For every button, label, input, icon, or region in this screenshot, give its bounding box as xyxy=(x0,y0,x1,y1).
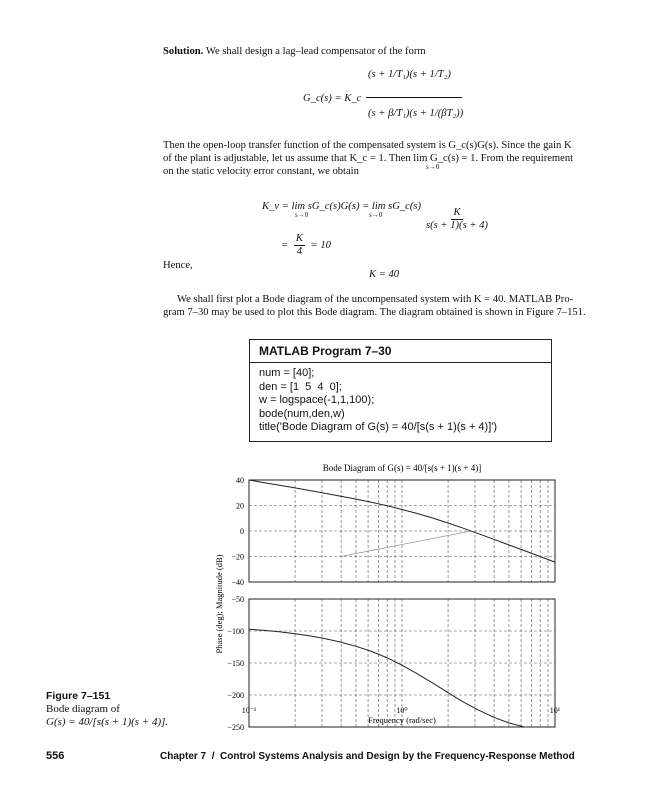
footer-separator: / xyxy=(211,751,215,762)
y-tick-label: −100 xyxy=(227,627,244,636)
matlab-line: title('Bode Diagram of G(s) = 40/[s(s + 1)(s + 4)]') xyxy=(259,421,498,433)
magnitude-grid xyxy=(249,480,555,582)
matlab-program-box xyxy=(249,339,552,442)
magnitude-reference-line xyxy=(341,531,471,557)
matlab-program-title: MATLAB Program 7–30 xyxy=(250,340,551,363)
footer-chapter: Chapter 7 xyxy=(160,751,207,762)
eq2-line2-eq: = xyxy=(281,239,289,251)
matlab-line: w = logspace(-1,1,100); xyxy=(259,394,375,406)
y-tick-label: −150 xyxy=(227,659,244,668)
eq2-frac-num: K xyxy=(453,207,461,218)
figure-number: Figure 7–151 xyxy=(46,690,111,702)
para1 xyxy=(163,139,615,178)
matlab-code xyxy=(250,363,551,435)
matlab-line: num = [40]; xyxy=(259,367,315,379)
eq2-line2-den: 4 xyxy=(296,246,302,257)
eq1-den-factor1: s + β/T₁ xyxy=(371,108,406,119)
eq3: K = 40 xyxy=(369,269,400,280)
matlab-line: bode(num,den,w) xyxy=(259,407,345,420)
eq1-den-factor2: s + 1/(βT₂) xyxy=(412,108,460,119)
eq2-line2-num: K xyxy=(295,233,303,244)
para2-line2: gram 7–30 may be used to plot this Bode diagram. The diagram obtained is shown in Figure 7–151. xyxy=(163,307,586,318)
footer-running-head xyxy=(160,751,575,762)
para2-line1: We shall first plot a Bode diagram of the uncompensated system with K = 40. MATLAB Pro- xyxy=(177,294,574,305)
eq1-num-factor2: s + 1/T₂ xyxy=(412,69,448,80)
chart-title: Bode Diagram of G(s) = 40/[s(s + 1)(s + 4)] xyxy=(322,463,482,473)
y-tick-label: −40 xyxy=(231,578,244,587)
y-tick-label: 20 xyxy=(236,501,244,511)
y-tick-label: −20 xyxy=(231,552,244,562)
magnitude-y-ticks xyxy=(231,476,244,587)
x-ticks xyxy=(242,706,561,715)
eq2-lim-sub1: s→0 xyxy=(295,211,309,219)
x-tick-label: 10⁻¹ xyxy=(241,706,257,715)
eq1-denominator: (s + β/T₁)(s + 1/(βT₂)) xyxy=(368,108,464,119)
y-tick-label: −50 xyxy=(231,595,244,604)
y-tick-label: −200 xyxy=(227,691,244,700)
eq1-lhs: G_c(s) = K_c xyxy=(303,93,362,104)
para1-line3: on the static velocity error constant, we obtain xyxy=(163,166,359,177)
eq1-fraction-bar xyxy=(366,97,462,98)
y-axis-label: Phase (deg); Magnitude (dB) xyxy=(214,554,224,654)
eq1-numerator: (s + 1/T₁)(s + 1/T₂) xyxy=(368,69,451,80)
eq2-line1-left: K_v = lim sG_c(s)G(s) = lim sG_c(s) xyxy=(262,201,422,212)
eq1-num-factor1: s + 1/T₁ xyxy=(371,69,406,80)
x-tick-label: 10⁰ xyxy=(396,706,408,715)
para2 xyxy=(163,293,623,319)
figure-caption-line1: Bode diagram of xyxy=(46,703,120,715)
x-axis-label: Frequency (rad/sec) xyxy=(368,715,436,725)
eq2-lim-sub2: s→0 xyxy=(369,211,383,219)
solution-intro: We shall design a lag–lead compensator of the form xyxy=(205,46,426,57)
para1-line2: of the plant is adjustable, let us assume that K_c = 1. Then lim G_c(s) = 1. From the requirement xyxy=(163,153,574,164)
solution-heading: Solution. xyxy=(163,46,204,57)
y-tick-label: 0 xyxy=(240,527,244,536)
eq2-fraction xyxy=(424,207,490,232)
page-number: 556 xyxy=(46,750,65,762)
solution-line xyxy=(163,45,426,58)
figure-caption xyxy=(46,690,168,729)
eq2-line2 xyxy=(281,233,331,258)
footer-title: Control Systems Analysis and Design by the Frequency-Response Method xyxy=(220,751,575,762)
x-tick-label: 10¹ xyxy=(549,706,561,715)
eq2-frac-den: s(s + 1)(s + 4) xyxy=(426,220,488,231)
y-tick-label: 40 xyxy=(236,476,244,485)
matlab-line: den = [1 5 4 0]; xyxy=(259,380,342,393)
y-tick-label: −250 xyxy=(227,723,244,732)
figure-caption-line2: G(s) = 40/[s(s + 1)(s + 4)]. xyxy=(46,716,169,728)
hence-text: Hence, xyxy=(163,260,193,271)
para1-lim-subscript: s→0 xyxy=(426,163,440,171)
para1-line1: Then the open-loop transfer function of the compensated system is G_c(s)G(s). Since the gain K xyxy=(163,140,572,151)
eq2-line2-rhs: = 10 xyxy=(310,239,331,251)
